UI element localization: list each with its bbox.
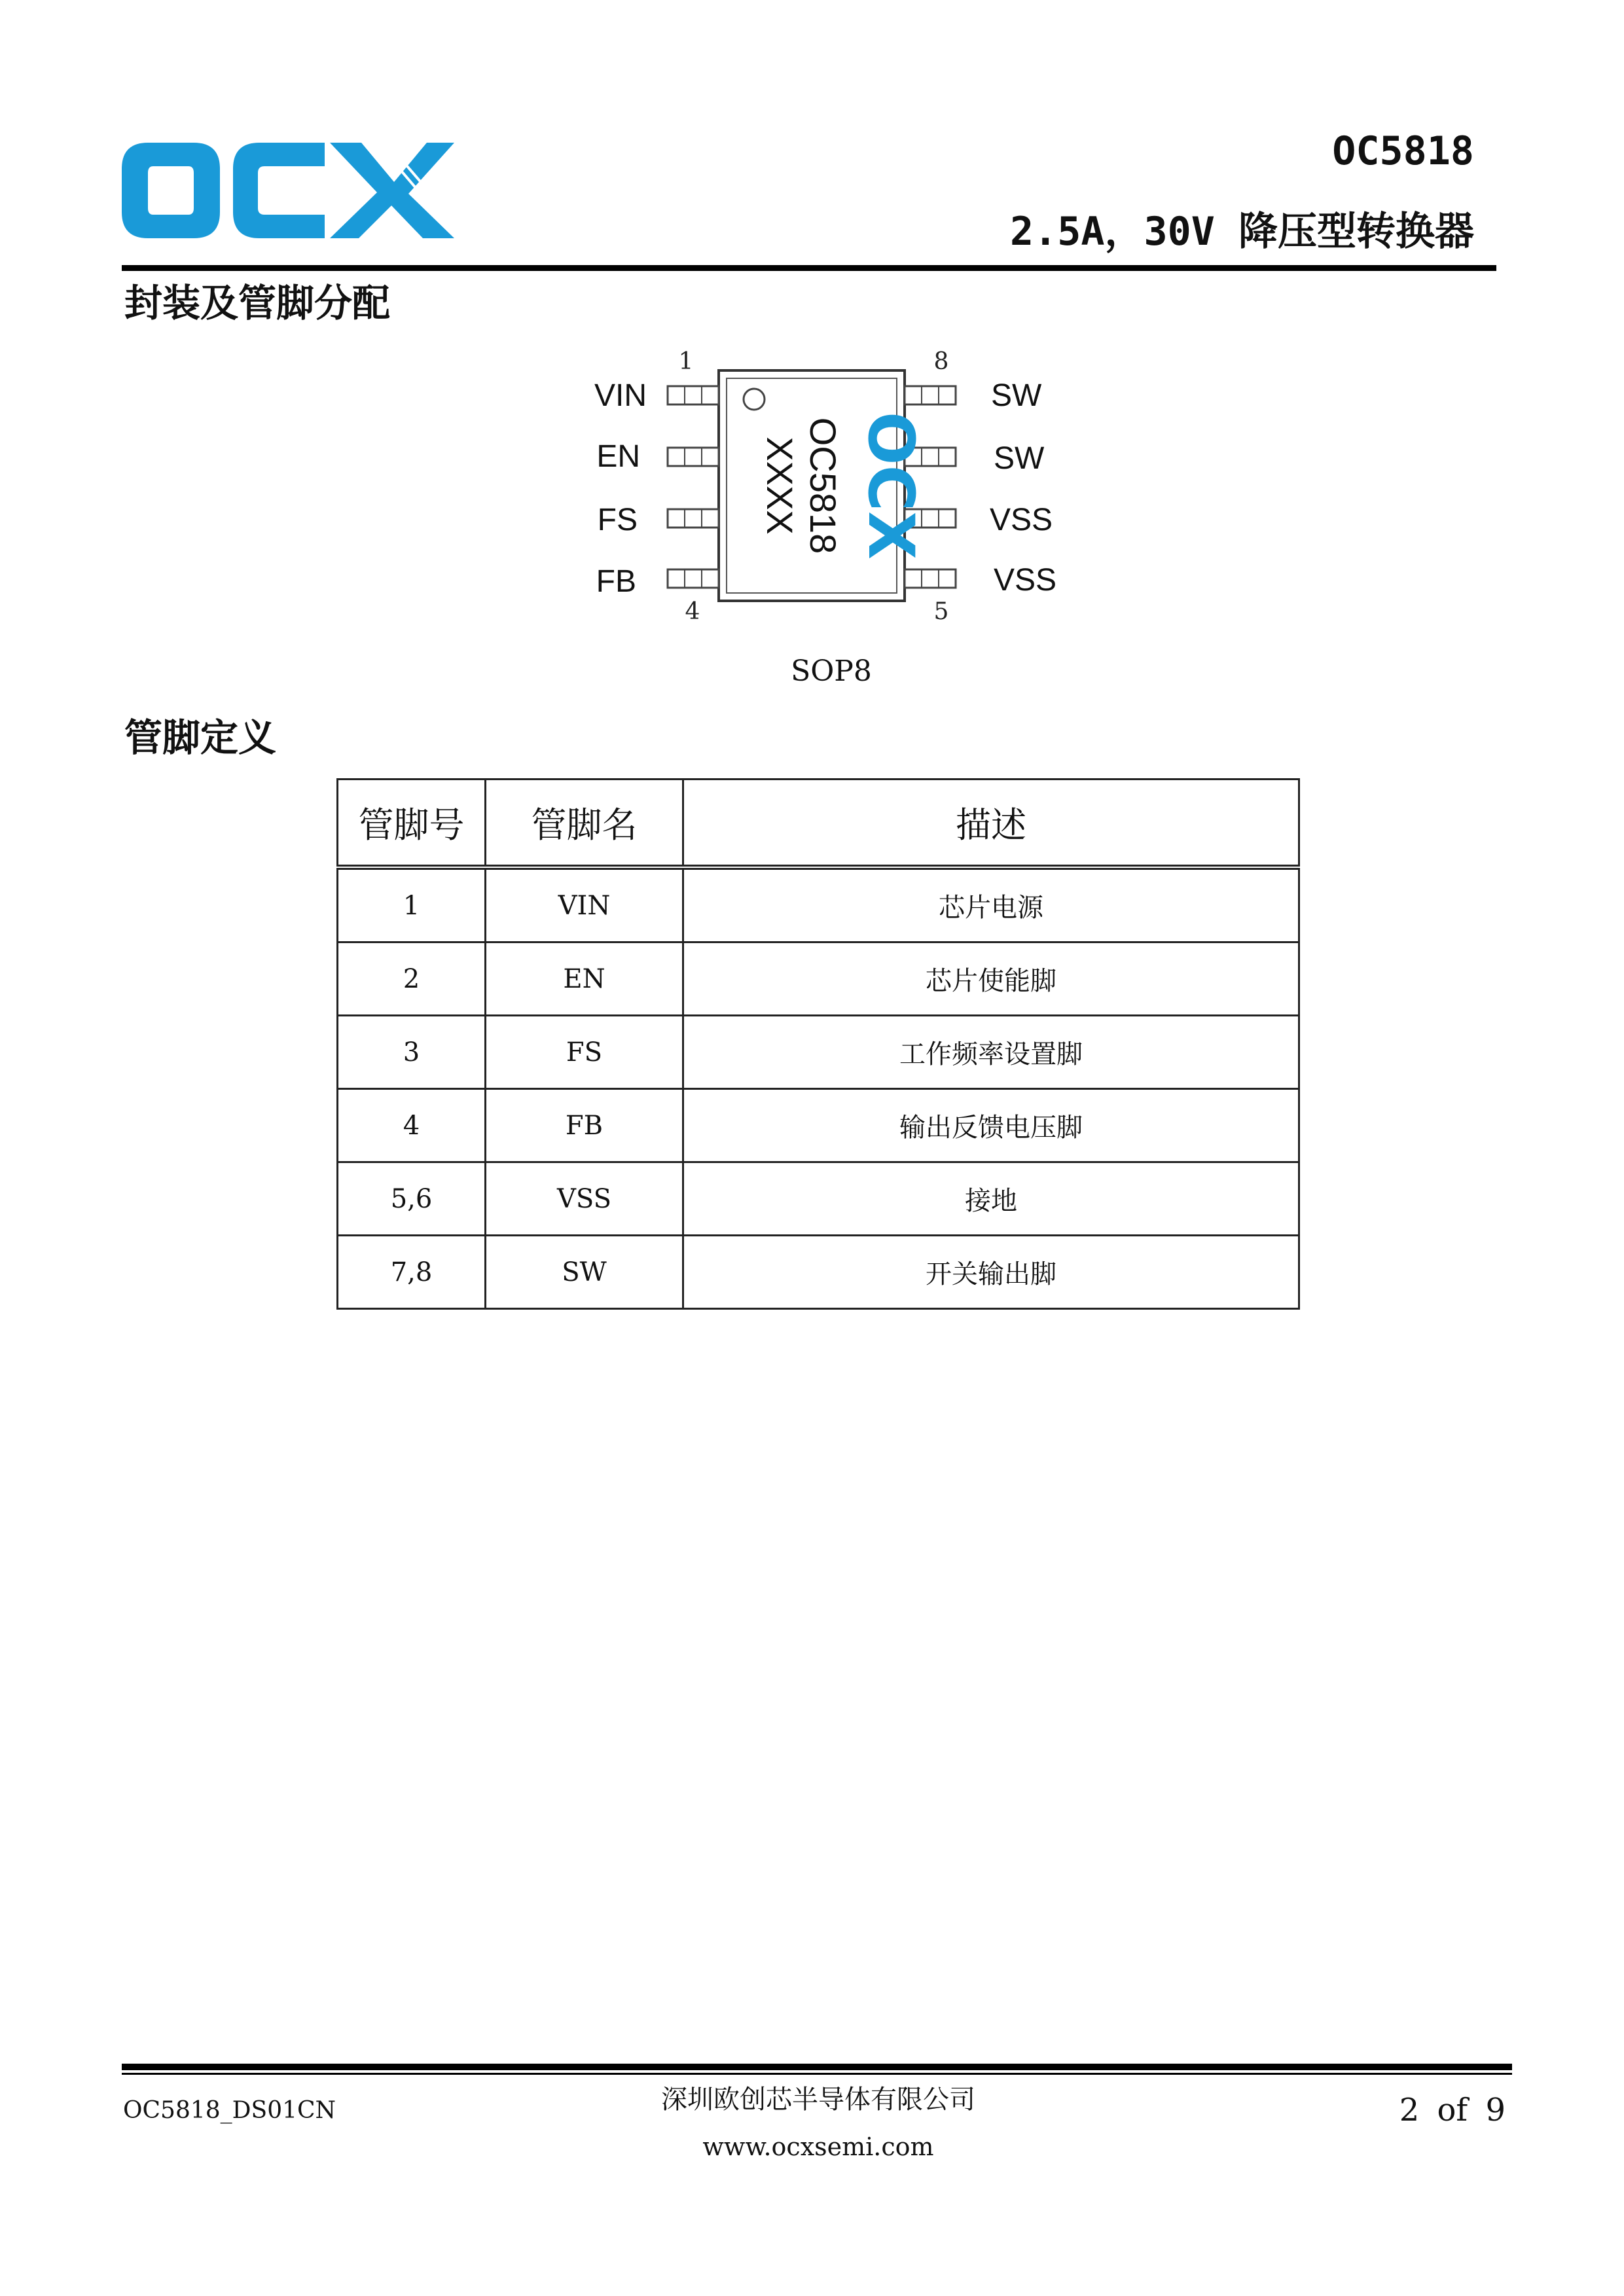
- pin-number-8: 8: [933, 348, 949, 375]
- header-description: 描述: [683, 780, 1299, 868]
- table-row: [338, 942, 1299, 1016]
- header-model: OC5818: [1332, 128, 1474, 174]
- cell-pin-number: 4: [338, 1089, 486, 1162]
- pin-number-1: 1: [678, 348, 694, 375]
- ocx-logo: [122, 135, 454, 246]
- cell-pin-number: 7,8: [338, 1236, 486, 1309]
- package-name: SOP8: [791, 655, 872, 688]
- cell-description: 输出反馈电压脚: [683, 1089, 1299, 1162]
- section-title-pindef: 管脚定义: [124, 715, 277, 760]
- footer-doc-id: OC5818_DS01CN: [123, 2097, 336, 2124]
- left-pin-label: VIN: [594, 378, 647, 413]
- footer-company: 深圳欧创芯半导体有限公司: [661, 2085, 975, 2115]
- pin-number-4: 4: [685, 598, 700, 625]
- footer-rule-thin: [122, 2073, 1512, 2075]
- table-row: [338, 1016, 1299, 1089]
- table-header-row: [338, 780, 1299, 868]
- right-pin-label: VSS: [990, 503, 1053, 537]
- cell-pin-number: 2: [338, 942, 486, 1016]
- chip-marking-code: XXXX: [759, 437, 801, 535]
- header-subtitle: 2.5A，30V 降压型转换器: [1010, 209, 1474, 255]
- cell-pin-name: FB: [486, 1089, 683, 1162]
- chip-logo: OCX: [854, 411, 928, 560]
- sop8-diagram: [563, 340, 1087, 681]
- header-rule: [122, 265, 1496, 271]
- cell-description: 开关输出脚: [683, 1236, 1299, 1309]
- pin-definition-table: [336, 778, 1300, 1310]
- cell-description: 接地: [683, 1162, 1299, 1236]
- left-pin-label: EN: [596, 439, 640, 474]
- section-title-package: 封装及管脚分配: [124, 281, 391, 325]
- table-row: [338, 1236, 1299, 1309]
- pin-number-5: 5: [933, 598, 949, 625]
- table-row: [338, 1162, 1299, 1236]
- cell-description: 工作频率设置脚: [683, 1016, 1299, 1089]
- footer-url[interactable]: www.ocxsemi.com: [702, 2132, 934, 2161]
- header-pin-name: 管脚名: [486, 780, 683, 868]
- cell-pin-name: VIN: [486, 867, 683, 942]
- cell-pin-number: 3: [338, 1016, 486, 1089]
- cell-pin-name: VSS: [486, 1162, 683, 1236]
- table-row: [338, 1089, 1299, 1162]
- cell-pin-name: EN: [486, 942, 683, 1016]
- header-pin-number: 管脚号: [338, 780, 486, 868]
- cell-pin-number: 5,6: [338, 1162, 486, 1236]
- cell-pin-name: SW: [486, 1236, 683, 1309]
- cell-description: 芯片电源: [683, 867, 1299, 942]
- right-pin-label: SW: [994, 441, 1045, 476]
- footer-rule: [122, 2064, 1512, 2070]
- right-pin-label: VSS: [994, 563, 1057, 598]
- footer-page-number: 2 of 9: [1399, 2092, 1506, 2128]
- left-pin-label: FB: [596, 564, 636, 599]
- cell-pin-name: FS: [486, 1016, 683, 1089]
- cell-pin-number: 1: [338, 867, 486, 942]
- left-pin-label: FS: [597, 503, 638, 537]
- right-pin-label: SW: [991, 378, 1042, 413]
- table-row: [338, 867, 1299, 942]
- cell-description: 芯片使能脚: [683, 942, 1299, 1016]
- chip-marking-model: OC5818: [803, 417, 844, 554]
